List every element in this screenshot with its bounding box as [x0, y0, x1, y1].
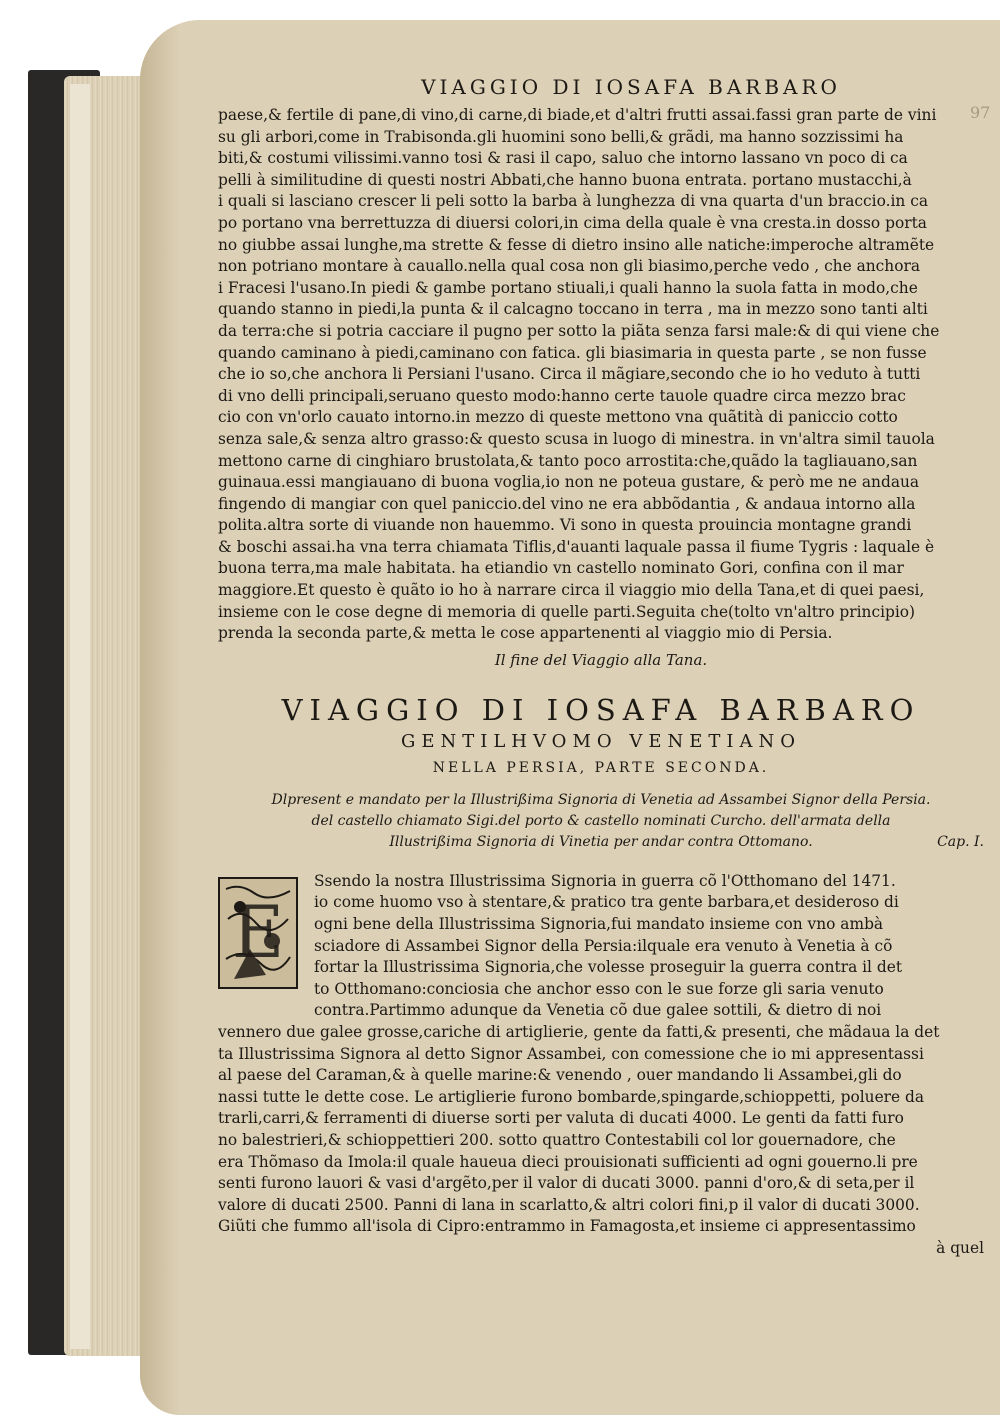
section-subtitle-2: NELLA PERSIA, PARTE SECONDA.	[432, 759, 770, 776]
text-line: sciadore di Assambei Signor della Persia:ilquale era venuto à Venetia à cõ	[314, 936, 893, 955]
text-line: era Thõmaso da Imola:il quale haueua dieci prouisionati sufficienti ad ogni gouerno.li pre	[218, 1152, 918, 1171]
text-line: maggiore.Et questo è quãto io ho à narrare circa il viaggio mio della Tana,et di quei paesi,	[218, 581, 925, 600]
text-line: cio con vn'orlo cauato intorno.in mezzo di queste mettono vna quãtità di paniccio cotto	[218, 408, 898, 427]
text-line: fingendo di mangiar con quel paniccio.del vino ne era abbõdantia , & andaua intorno alla	[218, 494, 916, 513]
text-line: valore di ducati 2500. Panni di lana in scarlatto,& altri colori fini,p il valor di ducati 3000.	[218, 1195, 920, 1214]
text-line: & boschi assai.ha vna terra chiamata Tiflis,d'auanti laquale passa il fiume Tygris : laquale è	[218, 537, 935, 556]
summary-line: Dlpresent e mandato per la Illustrißima Signoria di Venetia ad Assambei Signor della Persia.	[271, 791, 931, 808]
text-line: senti furono lauori & vasi d'argẽto,per il valor di ducati 3000. panni d'oro,& di seta,per il	[218, 1174, 915, 1193]
chapter-body	[218, 871, 984, 1260]
text-line: biti,& costumi vilissimi.vanno tosi & rasi il capo, saluo che intorno lassano vn poco di ca	[218, 149, 908, 168]
page-content	[218, 75, 991, 1260]
text-line: po portano vna berrettuzza di diuersi colori,in cima della quale è vna cresta.in dosso porta	[218, 213, 927, 232]
chapter-summary	[218, 790, 984, 853]
text-line: quando caminano à piedi,caminano con fatica. gli biasimaria in questa parte , se non fusse	[218, 343, 927, 362]
section-title: VIAGGIO DI IOSAFA BARBARO	[281, 692, 921, 727]
chapter-label: Cap. I.	[937, 833, 984, 850]
text-line: no balestrieri,& schioppettieri 200. sotto quattro Contestabili col lor gouernadore, che	[218, 1130, 896, 1149]
text-line: pelli à similitudine di questi nostri Abbati,che hanno buona entrata. portano mustacchi,à	[218, 170, 912, 189]
text-line: trarli,carri,& ferramenti di diuerse sorti per valuta di ducati 4000. Le genti da fatti furo	[218, 1109, 904, 1128]
text-line: che io so,che anchora li Persiani l'usano. Circa il mãgiare,secondo che io ho veduto à tutti	[218, 365, 921, 384]
text-line: paese,& fertile di pane,di vino,di carne,di biade,et d'altri frutti assai.fassi gran parte de vini	[218, 106, 937, 124]
woodcut-initial-e-icon	[220, 879, 296, 987]
text-line: io come huomo vso à stentare,& pratico tra gente barbara,et desideroso di	[314, 893, 899, 912]
text-line: non potriano montare à cauallo.nella qual cosa non gli biasimo,perche vedo , che anchora	[218, 257, 921, 276]
decorated-initial-icon	[218, 877, 298, 989]
text-line: ta Illustrissima Signora al detto Signor Assambei, con comessione che io mi appresentassi	[218, 1044, 924, 1063]
gutter-shade	[140, 20, 180, 1415]
text-line: quando stanno in piedi,la punta & il calcagno toccano in terra , ma in mezzo sono tanti alti	[218, 300, 928, 319]
text-line: mettono carne di cinghiaro brustolata,& tanto poco arrostita:che,quãdo la tagliauano,san	[218, 451, 918, 470]
text-line: senza sale,& senza altro grasso:& questo scusa in luogo di minestra. in vn'altra simil tauola	[218, 429, 935, 448]
section-subtitle: GENTILHVOMO VENETIANO	[400, 730, 802, 752]
text-line: insieme con le cose degne di memoria di quelle parti.Seguita che(tolto vn'altro principio)	[218, 602, 916, 621]
text-line: Ssendo la nostra Illustrissima Signoria in guerra cõ l'Otthomano del 1471.	[314, 871, 896, 890]
text-line: fortar la Illustrissima Signoria,che volesse proseguir la guerra contra il det	[314, 958, 903, 977]
text-line: ogni bene della Illustrissima Signoria,fui mandato insieme con vno ambà	[314, 915, 884, 934]
catchword: à quel	[936, 1238, 984, 1257]
text-line: di vno delli principali,seruano questo modo:hanno certe tauole quadre circa mezzo brac	[218, 386, 906, 405]
text-line: i quali si lasciano crescer li peli sotto la barba à lunghezza di vna quarta d'un braccio.in ca	[218, 192, 928, 211]
text-line: vennero due galee grosse,cariche di artiglierie, gente da fatti,& presenti, che mãdaua la det	[218, 1023, 940, 1041]
text-line: to Otthomano:conciosia che anchor esso con le sue forze gli saria venuto	[314, 979, 884, 998]
text-line: prenda la seconda parte,& metta le cose appartenenti al viaggio mio di Persia.	[218, 624, 833, 643]
continued-text	[218, 105, 984, 645]
text-line: contra.Partimmo adunque da Venetia cõ due galee sottili, & dietro di noi	[314, 1001, 882, 1020]
text-line: Giũti che fummo all'isola di Cipro:entrammo in Famagosta,et insieme ci appresentassimo	[218, 1217, 916, 1236]
page-stack	[70, 84, 90, 1349]
text-line: i Fracesi l'usano.In piedi & gambe portano stiuali,i quali hanno la suola fatta in modo,che	[218, 278, 918, 297]
text-line: su gli arbori,come in Trabisonda.gli huomini sono belli,& grãdi, ma hanno sozzissimi ha	[218, 127, 904, 146]
summary-line: Illustrißima Signoria di Vinetia per andar contra Ottomano.	[389, 833, 813, 850]
summary-line: del castello chiamato Sigi.del porto & castello nominati Curcho. dell'armata della	[311, 812, 891, 829]
folio-number: 97	[970, 103, 991, 122]
text-line: no giubbe assai lunghe,ma strette & fesse di dietro insino alle natiche:imperoche altramẽte	[218, 235, 935, 254]
text-line: buona terra,ma male habitata. ha etiandio vn castello nominato Gori, confina con il mar	[218, 559, 904, 578]
explicit-line: Il fine del Viaggio alla Tana.	[494, 650, 708, 669]
text-line: polita.altra sorte di viuande non hauemmo. Vi sono in questa prouincia montagne grandi	[218, 516, 912, 535]
text-line: al paese del Caraman,& à quelle marine:& venendo , ouer mandando li Assambei,gli do	[218, 1066, 902, 1085]
text-line: da terra:che si potria cacciare il pugno per sotto la piãta senza farsi male:& di qui viene che	[218, 321, 940, 340]
running-head: VIAGGIO DI IOSAFA BARBARO	[421, 75, 841, 99]
text-line: guinaua.essi mangiauano di buona voglia,io non ne poteua gustare, & però me ne andaua	[218, 473, 920, 492]
initial-letter: E	[231, 889, 285, 974]
text-line: nassi tutte le dette cose. Le artiglierie furono bombarde,spingarde,schioppetti, poluere da	[218, 1087, 925, 1106]
